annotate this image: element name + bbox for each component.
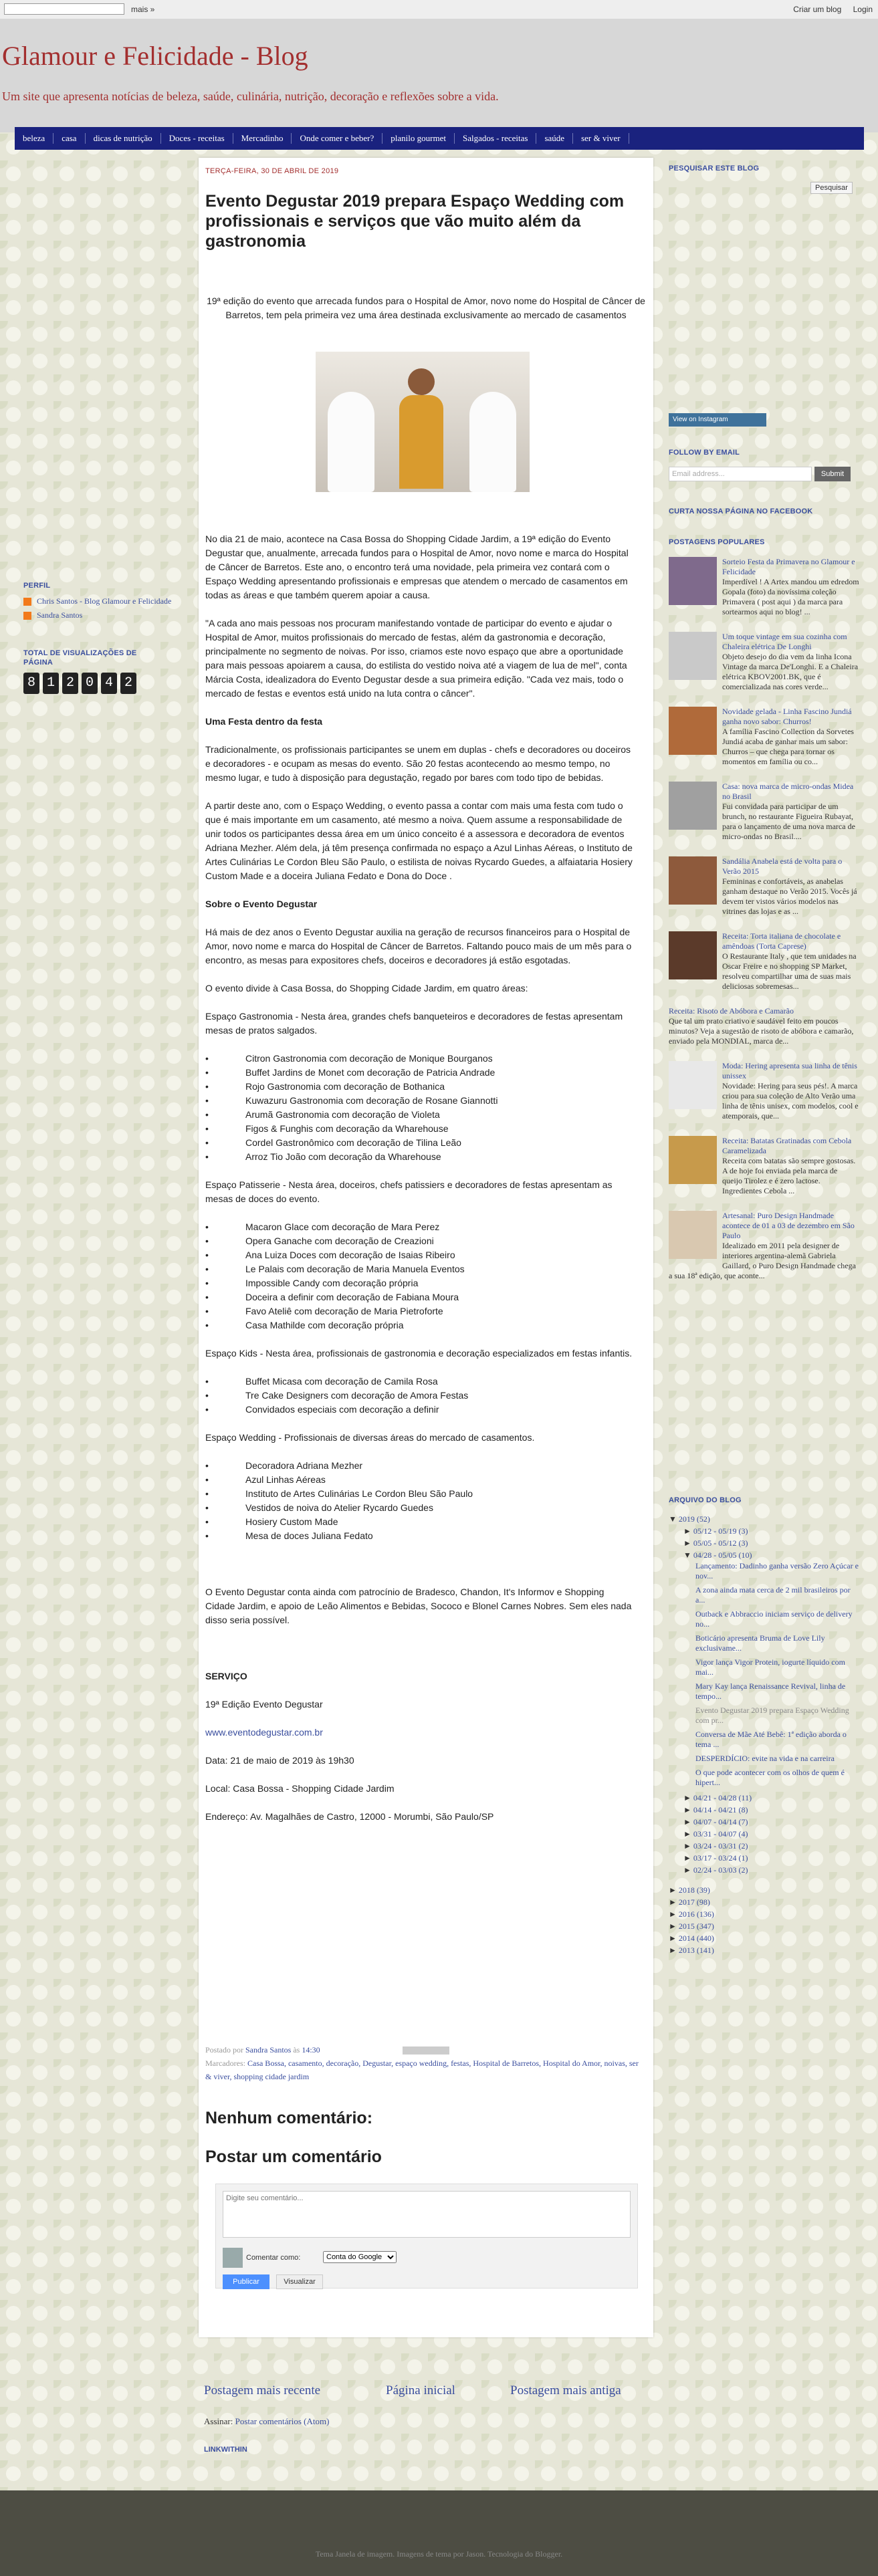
newer-post-link[interactable]: Postagem mais recente bbox=[204, 2383, 321, 2397]
tab-salgados[interactable]: Salgados - receitas bbox=[455, 133, 536, 144]
tab-planilo[interactable]: planilo gourmet bbox=[382, 133, 455, 144]
blogger-navbar bbox=[0, 0, 878, 19]
email-input[interactable]: Email address... bbox=[669, 467, 812, 481]
tabs-bar bbox=[15, 127, 864, 150]
comment-form bbox=[215, 2184, 638, 2289]
popular-item[interactable]: Um toque vintage em sua cozinha com Chaleira elétrica De Longhi Objeto desejo do dia vem da linha Icona Vintage da marca De'Longhi. E a Chaleira elétrica KBOV2001.BK, que é comercializada nas cores verde... bbox=[669, 632, 859, 692]
post-footer bbox=[205, 2043, 640, 2083]
profile-list bbox=[23, 596, 177, 620]
patisserie-list bbox=[205, 1220, 633, 1332]
post-lede: 19ª edição do evento que arrecada fundos para o Hospital de Amor, novo nome do Hospital de Câncer de Barretos, tem pela primeira vez uma área destinada exclusivamente ao mercado de casamentos bbox=[207, 296, 645, 320]
popular-heading: POSTAGENS POPULARES bbox=[669, 538, 765, 546]
archive-post-link[interactable]: A zona ainda mata cerca de 2 mil brasileiros por a... bbox=[695, 1585, 851, 1605]
servico-line: Endereço: Av. Magalhães de Castro, 12000 - Morumbi, São Paulo/SP bbox=[205, 1811, 494, 1822]
servico-line: Data: 21 de maio de 2019 às 19h30 bbox=[205, 1755, 354, 1766]
list-item: • Mesa de doces Juliana Fedato bbox=[205, 1529, 633, 1543]
list-item: • Buffet Micasa com decoração de Camila Rosa bbox=[205, 1375, 633, 1389]
tab-nutricao[interactable]: dicas de nutrição bbox=[86, 133, 161, 144]
counter-digit: 0 bbox=[82, 673, 98, 694]
wedding-list bbox=[205, 1459, 633, 1543]
blog-title[interactable]: Glamour e Felicidade - Blog bbox=[2, 41, 308, 71]
list-item: • Hosiery Custom Made bbox=[205, 1515, 633, 1529]
list-item: • Doceira a definir com decoração de Fabiana Moura bbox=[205, 1290, 633, 1304]
tab-saude[interactable]: saúde bbox=[536, 133, 573, 144]
blog-header bbox=[0, 19, 878, 132]
list-item: • Ana Luiza Doces com decoração de Isaias Ribeiro bbox=[205, 1248, 633, 1262]
page-footer bbox=[0, 2490, 878, 2576]
archive-post-link[interactable]: Vigor lança Vigor Protein, iogurte líquido com mai... bbox=[695, 1657, 845, 1677]
tab-ser-viver[interactable]: ser & viver bbox=[573, 133, 629, 144]
servico-line: 19ª Edição Evento Degustar bbox=[205, 1699, 323, 1710]
list-item: • Arroz Tio João com decoração da Wharehouse bbox=[205, 1150, 633, 1164]
servico-heading: SERVIÇO bbox=[205, 1671, 247, 1681]
archive-week[interactable]: ► 03/24 - 03/31 (2) bbox=[683, 1841, 748, 1851]
home-link[interactable]: Página inicial bbox=[386, 2383, 455, 2397]
left-sidebar bbox=[23, 582, 177, 694]
list-item: • Macaron Glace com decoração de Mara Perez bbox=[205, 1220, 633, 1234]
comment-textarea[interactable] bbox=[223, 2191, 631, 2238]
post-date: TERÇA-FEIRA, 30 DE ABRIL DE 2019 bbox=[205, 167, 339, 175]
servico-link[interactable]: www.eventodegustar.com.br bbox=[205, 1727, 323, 1738]
archive-post-link[interactable]: DESPERDÍCIO: evite na vida e na carreira bbox=[695, 1754, 835, 1763]
tab-beleza[interactable]: beleza bbox=[15, 133, 53, 144]
list-item: • Figos & Funghis com decoração da Wharehouse bbox=[205, 1122, 633, 1136]
area-description: Espaço Patisserie - Nesta área, doceiros, chefs patissiers e decoradores de festas apresentam as mesas de doces do evento. bbox=[205, 1179, 613, 1204]
list-item: • Kuwazuru Gastronomia com decoração de Rosane Giannotti bbox=[205, 1094, 633, 1108]
thumbnail bbox=[669, 632, 717, 680]
post-title[interactable]: Evento Degustar 2019 prepara Espaço Wedding com profissionais e serviços que vão muito além da gastronomia bbox=[205, 192, 625, 251]
post-labels: Marcadores: Casa Bossa, casamento, decoração, Degustar, espaço wedding, festas, Hospital de Barretos, Hospital do Amor, noivas, ser & viver, shopping cidade jardim bbox=[205, 2059, 639, 2081]
archive-week[interactable]: ► 04/07 - 04/14 (7) bbox=[683, 1817, 748, 1827]
publish-button[interactable]: Publicar bbox=[223, 2274, 269, 2289]
pageviews-counter bbox=[23, 673, 177, 694]
create-blog-link[interactable]: Criar um blog bbox=[793, 5, 842, 14]
profile-link-chris[interactable]: Chris Santos - Blog Glamour e Felicidade bbox=[23, 596, 177, 606]
list-item: • Le Palais com decoração de Maria Manuela Eventos bbox=[205, 1262, 633, 1276]
thumbnail bbox=[669, 557, 717, 605]
archive-week[interactable]: ► 02/24 - 03/03 (2) bbox=[683, 1865, 748, 1875]
paragraph: O Evento Degustar conta ainda com patrocínio de Bradesco, Chandon, It's Informov e Shopping Cidade Jardim, e apoio de Leão Alimentos e Bebidas, Sococo e Blonel Carnes Nobres. Sem eles nada disso seria possível. bbox=[205, 1587, 632, 1625]
blog-description: Um site que apresenta notícias de beleza, saúde, culinária, nutrição, decoração e reflexões sobre a vida. bbox=[2, 90, 499, 103]
archive-post-link[interactable]: Conversa de Mãe Até Bebê: 1ª edição aborda o tema ... bbox=[695, 1730, 847, 1749]
archive-week[interactable]: ► 03/17 - 03/24 (1) bbox=[683, 1853, 748, 1863]
popular-item[interactable]: Sandália Anabela está de volta para o Verão 2015 Femininas e confortáveis, as anabelas ganham destaque no Verão 2015. Vocês já devem ter vistos vários modelos nas vitrines das lojas e as ... bbox=[669, 856, 859, 917]
popular-item[interactable]: Novidade gelada - Linha Fascino Jundiá ganha novo sabor: Churros! A família Fascino Collection da Sorvetes Jundiá acaba de ganhar mais um sabor: Churros – que chega para tornar os momentos em família ou co... bbox=[669, 707, 859, 767]
area-description: Espaço Kids - Nesta área, profissionais de gastronomia e decoração especializados em festas infantis. bbox=[205, 1348, 633, 1359]
counter-digit: 1 bbox=[43, 673, 59, 694]
archive-week[interactable]: ► 05/12 - 05/19 (3) bbox=[683, 1526, 748, 1536]
person-head-shape bbox=[408, 368, 435, 395]
counter-digit: 4 bbox=[101, 673, 117, 694]
tab-casa[interactable]: casa bbox=[53, 133, 85, 144]
thumbnail bbox=[669, 931, 717, 979]
popular-item[interactable]: Receita: Risoto de Abóbora e Camarão Que tal um prato criativo e saudável feito em poucos minutos? Veja a sugestão de risoto de abóbora e camarão, enviado pela MONDIAL, marca de... bbox=[669, 1006, 854, 1046]
list-item: • Casa Mathilde com decoração própria bbox=[205, 1318, 633, 1332]
list-item: • Favo Ateliê com decoração de Maria Pietroforte bbox=[205, 1304, 633, 1318]
archive-year[interactable]: ▼ 2019 (52) bbox=[669, 1514, 710, 1524]
share-buttons[interactable] bbox=[403, 2046, 449, 2055]
search-heading: PESQUISAR ESTE BLOG bbox=[669, 164, 760, 172]
paragraph: Há mais de dez anos o Evento Degustar auxilia na geração de recursos financeiros para o Hospital de Amor, novo nome e marca do Hospital de Câncer de Barretos. Faltando pouco mais de um mês para o encontro, as mesas para expositores chefs, doceiros e decoradores já estão esgotadas. bbox=[205, 927, 632, 965]
thumbnail bbox=[669, 856, 717, 905]
archive-post-link[interactable]: Lançamento: Dadinho ganha versão Zero Açúcar e nov... bbox=[695, 1561, 859, 1580]
archive-year[interactable]: ► 2018 (39) bbox=[669, 1885, 710, 1895]
atom-link[interactable]: Postar comentários (Atom) bbox=[235, 2416, 330, 2426]
paragraph: No dia 21 de maio, acontece na Casa Bossa do Shopping Cidade Jardim, a 19ª edição do Evento Degustar que, anualmente, arrecada fundos para o Hospital de Amor, novo nome e marca do Hospital de Câncer de Barretos. Este ano, o encontro terá uma novidade, pela primeira vez contará com o Espaço Wedding apresentando profissionais e empresas que atendem o mercado de casamentos em todas as áreas e que também querem apoiar a causa. bbox=[205, 534, 629, 600]
comment-identity-select[interactable] bbox=[323, 2251, 397, 2263]
person-shape bbox=[399, 395, 443, 489]
list-item: • Rojo Gastronomia com decoração de Bothanica bbox=[205, 1080, 633, 1094]
wedding-dress-shape bbox=[328, 392, 374, 492]
thumbnail bbox=[669, 707, 717, 755]
paragraph: "A cada ano mais pessoas nos procuram manifestando vontade de participar do evento e ajudar o Hospital de Amor, muitos profissionais do mercado de festas, além da gastronomia e decoração, principalmente no segmento de noivas. Por isso, criamos este novo espaço que abre a oportunidade para mais pessoas apoiarem a causa, do estilista do vestido noiva até a viagem de lua de mel", conta Márcia Costa, idealizadora do Evento Degustar desde a sua primeira edição. "Cada vez mais, todo o mercado de festas e eventos está unido na luta contra o câncer". bbox=[205, 618, 627, 699]
list-item: • Opera Ganache com decoração de Creazioni bbox=[205, 1234, 633, 1248]
gastronomia-list bbox=[205, 1052, 633, 1164]
servico-line: Local: Casa Bossa - Shopping Cidade Jardim bbox=[205, 1783, 395, 1794]
area-description: Espaço Gastronomia - Nesta área, grandes chefs banqueteiros e decoradores de festas apresentam mesas de pratos salgados. bbox=[205, 1011, 623, 1036]
comments-count: Nenhum comentário: bbox=[205, 2109, 373, 2127]
instagram-button[interactable]: View on Instagram bbox=[669, 413, 766, 427]
search-button[interactable]: Pesquisar bbox=[810, 182, 853, 194]
popular-item[interactable]: Moda: Hering apresenta sua linha de tênis unissex Novidade: Hering para seus pés!. A marca criou para sua coleção de Alto Verão uma linha de tênis unisex, com modelos, cool e atemporais, que... bbox=[669, 1061, 859, 1121]
paragraph: Tradicionalmente, os profissionais participantes se unem em duplas - chefs e decoradores ou doceiros e decoradores - e ocupam as mesas do evento. São 20 festas acontecendo ao mesmo tempo, no mesmo lugar, e tudo à disposição para degustação, regado por bares com todo tipo de bebidas. bbox=[205, 744, 631, 783]
post-image[interactable] bbox=[316, 352, 530, 492]
tab-doces[interactable]: Doces - receitas bbox=[161, 133, 233, 144]
navbar-search-input[interactable] bbox=[4, 3, 124, 15]
list-item: • Instituto de Artes Culinárias Le Cordon Bleu São Paulo bbox=[205, 1487, 633, 1501]
profile-heading: PERFIL bbox=[23, 582, 51, 590]
wedding-dress-shape bbox=[469, 392, 516, 492]
author-link[interactable]: Sandra Santos bbox=[245, 2045, 292, 2055]
popular-posts bbox=[669, 557, 859, 1296]
archive-year[interactable]: ► 2013 (141) bbox=[669, 1946, 714, 1955]
popular-item[interactable]: Receita: Batatas Gratinadas com Cebola Caramelizada Receita com batatas são sempre gostosas. A de hoje foi enviada pela marca de queijo Tirolez e é zero lactose. Ingredientes Cebola ... bbox=[669, 1136, 859, 1196]
thumbnail bbox=[669, 1211, 717, 1259]
list-item: • Buffet Jardins de Monet com decoração de Patricia Andrade bbox=[205, 1066, 633, 1080]
paragraph: A partir deste ano, com o Espaço Wedding, o evento passa a contar com mais uma festa com tudo o que é mais importante em um casamento, até mesmo a noiva. Quem assume a responsabilidade de unir todos os participantes dessa área em um único conceito é a assessora e decoradora de eventos Adriana Mezher. Além dela, já têm presença confirmada no espaço a Azul Linhas Aéreas, o Instituto de Artes Culinárias Le Cordon Bleu São Paulo, o estilista de noivas Rycardo Guedes, a alfaiataria Hosiery Custom Made e a doceira Juliana Fedato e Dona do Doce . bbox=[205, 800, 633, 881]
thumbnail bbox=[669, 782, 717, 830]
login-link[interactable]: Login bbox=[853, 5, 873, 14]
tab-onde-comer[interactable]: Onde comer e beber? bbox=[292, 133, 382, 144]
popular-item[interactable]: Receita: Torta italiana de chocolate e amêndoas (Torta Caprese) O Restaurante Italy , que tem unidades na Oscar Freire e no shopping SP Market, resolveu compartilhar uma de suas mais deliciosas sobremesas... bbox=[669, 931, 859, 991]
archive-year[interactable]: ► 2015 (347) bbox=[669, 1921, 714, 1931]
counter-digit: 8 bbox=[23, 673, 39, 694]
counter-digit: 2 bbox=[120, 673, 136, 694]
list-item: • Convidados especiais com decoração a definir bbox=[205, 1403, 633, 1417]
tab-mercadinho[interactable]: Mercadinho bbox=[233, 133, 292, 144]
profile-link-sandra[interactable]: Sandra Santos bbox=[23, 610, 177, 620]
list-item: • Impossible Candy com decoração própria bbox=[205, 1276, 633, 1290]
archive-week[interactable]: ► 03/31 - 04/07 (4) bbox=[683, 1829, 748, 1839]
archive-week[interactable]: ► 04/21 - 04/28 (11) bbox=[683, 1793, 752, 1802]
post-time-link[interactable]: 14:30 bbox=[302, 2045, 320, 2055]
archive-post-link[interactable]: Outback e Abbraccio iniciam serviço de delivery no... bbox=[695, 1609, 853, 1629]
follow-heading: FOLLOW BY EMAIL bbox=[669, 449, 740, 457]
list-item: • Decoradora Adriana Mezher bbox=[205, 1459, 633, 1473]
post-body bbox=[205, 532, 633, 1838]
archive-week[interactable]: ► 05/05 - 05/12 (3) bbox=[683, 1538, 748, 1548]
archive-heading: ARQUIVO DO BLOG bbox=[669, 1496, 742, 1504]
popular-item[interactable]: Sorteio Festa da Primavera no Glamour e Felicidade Imperdível ! A Artex mandou um edredom Gopala (foto) da novíssima coleção Primavera ( post aqui ) da marca para sortearmos aqui no blog! ... bbox=[669, 557, 859, 617]
thumbnail bbox=[669, 1061, 717, 1109]
counter-digit: 2 bbox=[62, 673, 78, 694]
linkwithin-label: LINKWITHIN bbox=[204, 2446, 247, 2454]
section-heading: Sobre o Evento Degustar bbox=[205, 899, 318, 909]
older-post-link[interactable]: Postagem mais antiga bbox=[510, 2383, 621, 2397]
labels-links[interactable]: Casa Bossa, casamento, decoração, Degustar, espaço wedding, festas, Hospital de Barretos, Hospital do Amor, noivas, ser & viver, shopping cidade jardim bbox=[205, 2059, 639, 2081]
popular-item[interactable]: Casa: nova marca de micro-ondas Midea no Brasil Fui convidada para participar de um brunch, no restaurante Figueira Rubayat, para o lançamento de uma nova marca de micro-ondas no Brasil.... bbox=[669, 782, 859, 842]
more-link[interactable]: mais » bbox=[131, 5, 155, 14]
archive-year[interactable]: ► 2016 (136) bbox=[669, 1909, 714, 1919]
kids-list bbox=[205, 1375, 633, 1417]
archive-post-link[interactable]: Boticário apresenta Bruma de Love Lily exclusivame... bbox=[695, 1633, 825, 1653]
area-description: Espaço Wedding - Profissionais de diversas áreas do mercado de casamentos. bbox=[205, 1432, 535, 1443]
list-item: • Cordel Gastronômico com decoração de Tilina Leão bbox=[205, 1136, 633, 1150]
submit-button[interactable]: Submit bbox=[814, 467, 851, 481]
archive-week[interactable]: ► 04/14 - 04/21 (8) bbox=[683, 1805, 748, 1814]
preview-button[interactable]: Visualizar bbox=[276, 2274, 323, 2289]
archive-year[interactable]: ► 2014 (440) bbox=[669, 1934, 714, 1943]
facebook-heading: CURTA NOSSA PÁGINA NO FACEBOOK bbox=[669, 507, 813, 515]
pageviews-heading: TOTAL DE VISUALIZAÇÕES DE PÁGINA bbox=[23, 649, 137, 667]
list-item: • Citron Gastronomia com decoração de Monique Bourganos bbox=[205, 1052, 633, 1066]
avatar bbox=[223, 2248, 243, 2268]
section-heading: Uma Festa dentro da festa bbox=[205, 716, 323, 727]
post-column bbox=[199, 158, 653, 2337]
post-meta: Postado por Sandra Santos às 14:30 bbox=[205, 2043, 640, 2057]
list-item: • Vestidos de noiva do Atelier Rycardo Guedes bbox=[205, 1501, 633, 1515]
list-item: • Azul Linhas Aéreas bbox=[205, 1473, 633, 1487]
archive-posts bbox=[669, 1561, 859, 1788]
archive-year[interactable]: ► 2017 (98) bbox=[669, 1897, 710, 1907]
thumbnail bbox=[669, 1136, 717, 1184]
blog-archive bbox=[669, 1513, 859, 1956]
atom-feed: Assinar: Postar comentários (Atom) bbox=[204, 2416, 330, 2426]
popular-item[interactable]: Artesanal: Puro Design Handmade acontece de 01 a 03 de dezembro em São Paulo Idealizado em 2011 pela designer de interiores argentina-alemã Gabriela Gaillard, o Puro Design Handmade chega a sua 18ª edição, que aconte... bbox=[669, 1211, 856, 1280]
list-item: • Arumã Gastronomia com decoração de Violeta bbox=[205, 1108, 633, 1122]
post-comment-heading: Postar um comentário bbox=[205, 2147, 382, 2166]
archive-post-current: Evento Degustar 2019 prepara Espaço Wedding com pr... bbox=[695, 1706, 849, 1725]
archive-post-link[interactable]: Mary Kay lança Renaissance Revival, linha de tempo... bbox=[695, 1681, 846, 1701]
comment-as-label: Comentar como: bbox=[246, 2254, 301, 2262]
footer-attribution: Tema Janela de imagem. Imagens de tema por Jason. Tecnologia do Blogger. bbox=[315, 2549, 563, 2559]
archive-post-link[interactable]: O que pode acontecer com os olhos de quem é hipert... bbox=[695, 1768, 845, 1787]
list-item: • Tre Cake Designers com decoração de Amora Festas bbox=[205, 1389, 633, 1403]
archive-week[interactable]: ▼ 04/28 - 05/05 (10) bbox=[683, 1550, 752, 1560]
paragraph: O evento divide à Casa Bossa, do Shopping Cidade Jardim, em quatro áreas: bbox=[205, 983, 528, 993]
